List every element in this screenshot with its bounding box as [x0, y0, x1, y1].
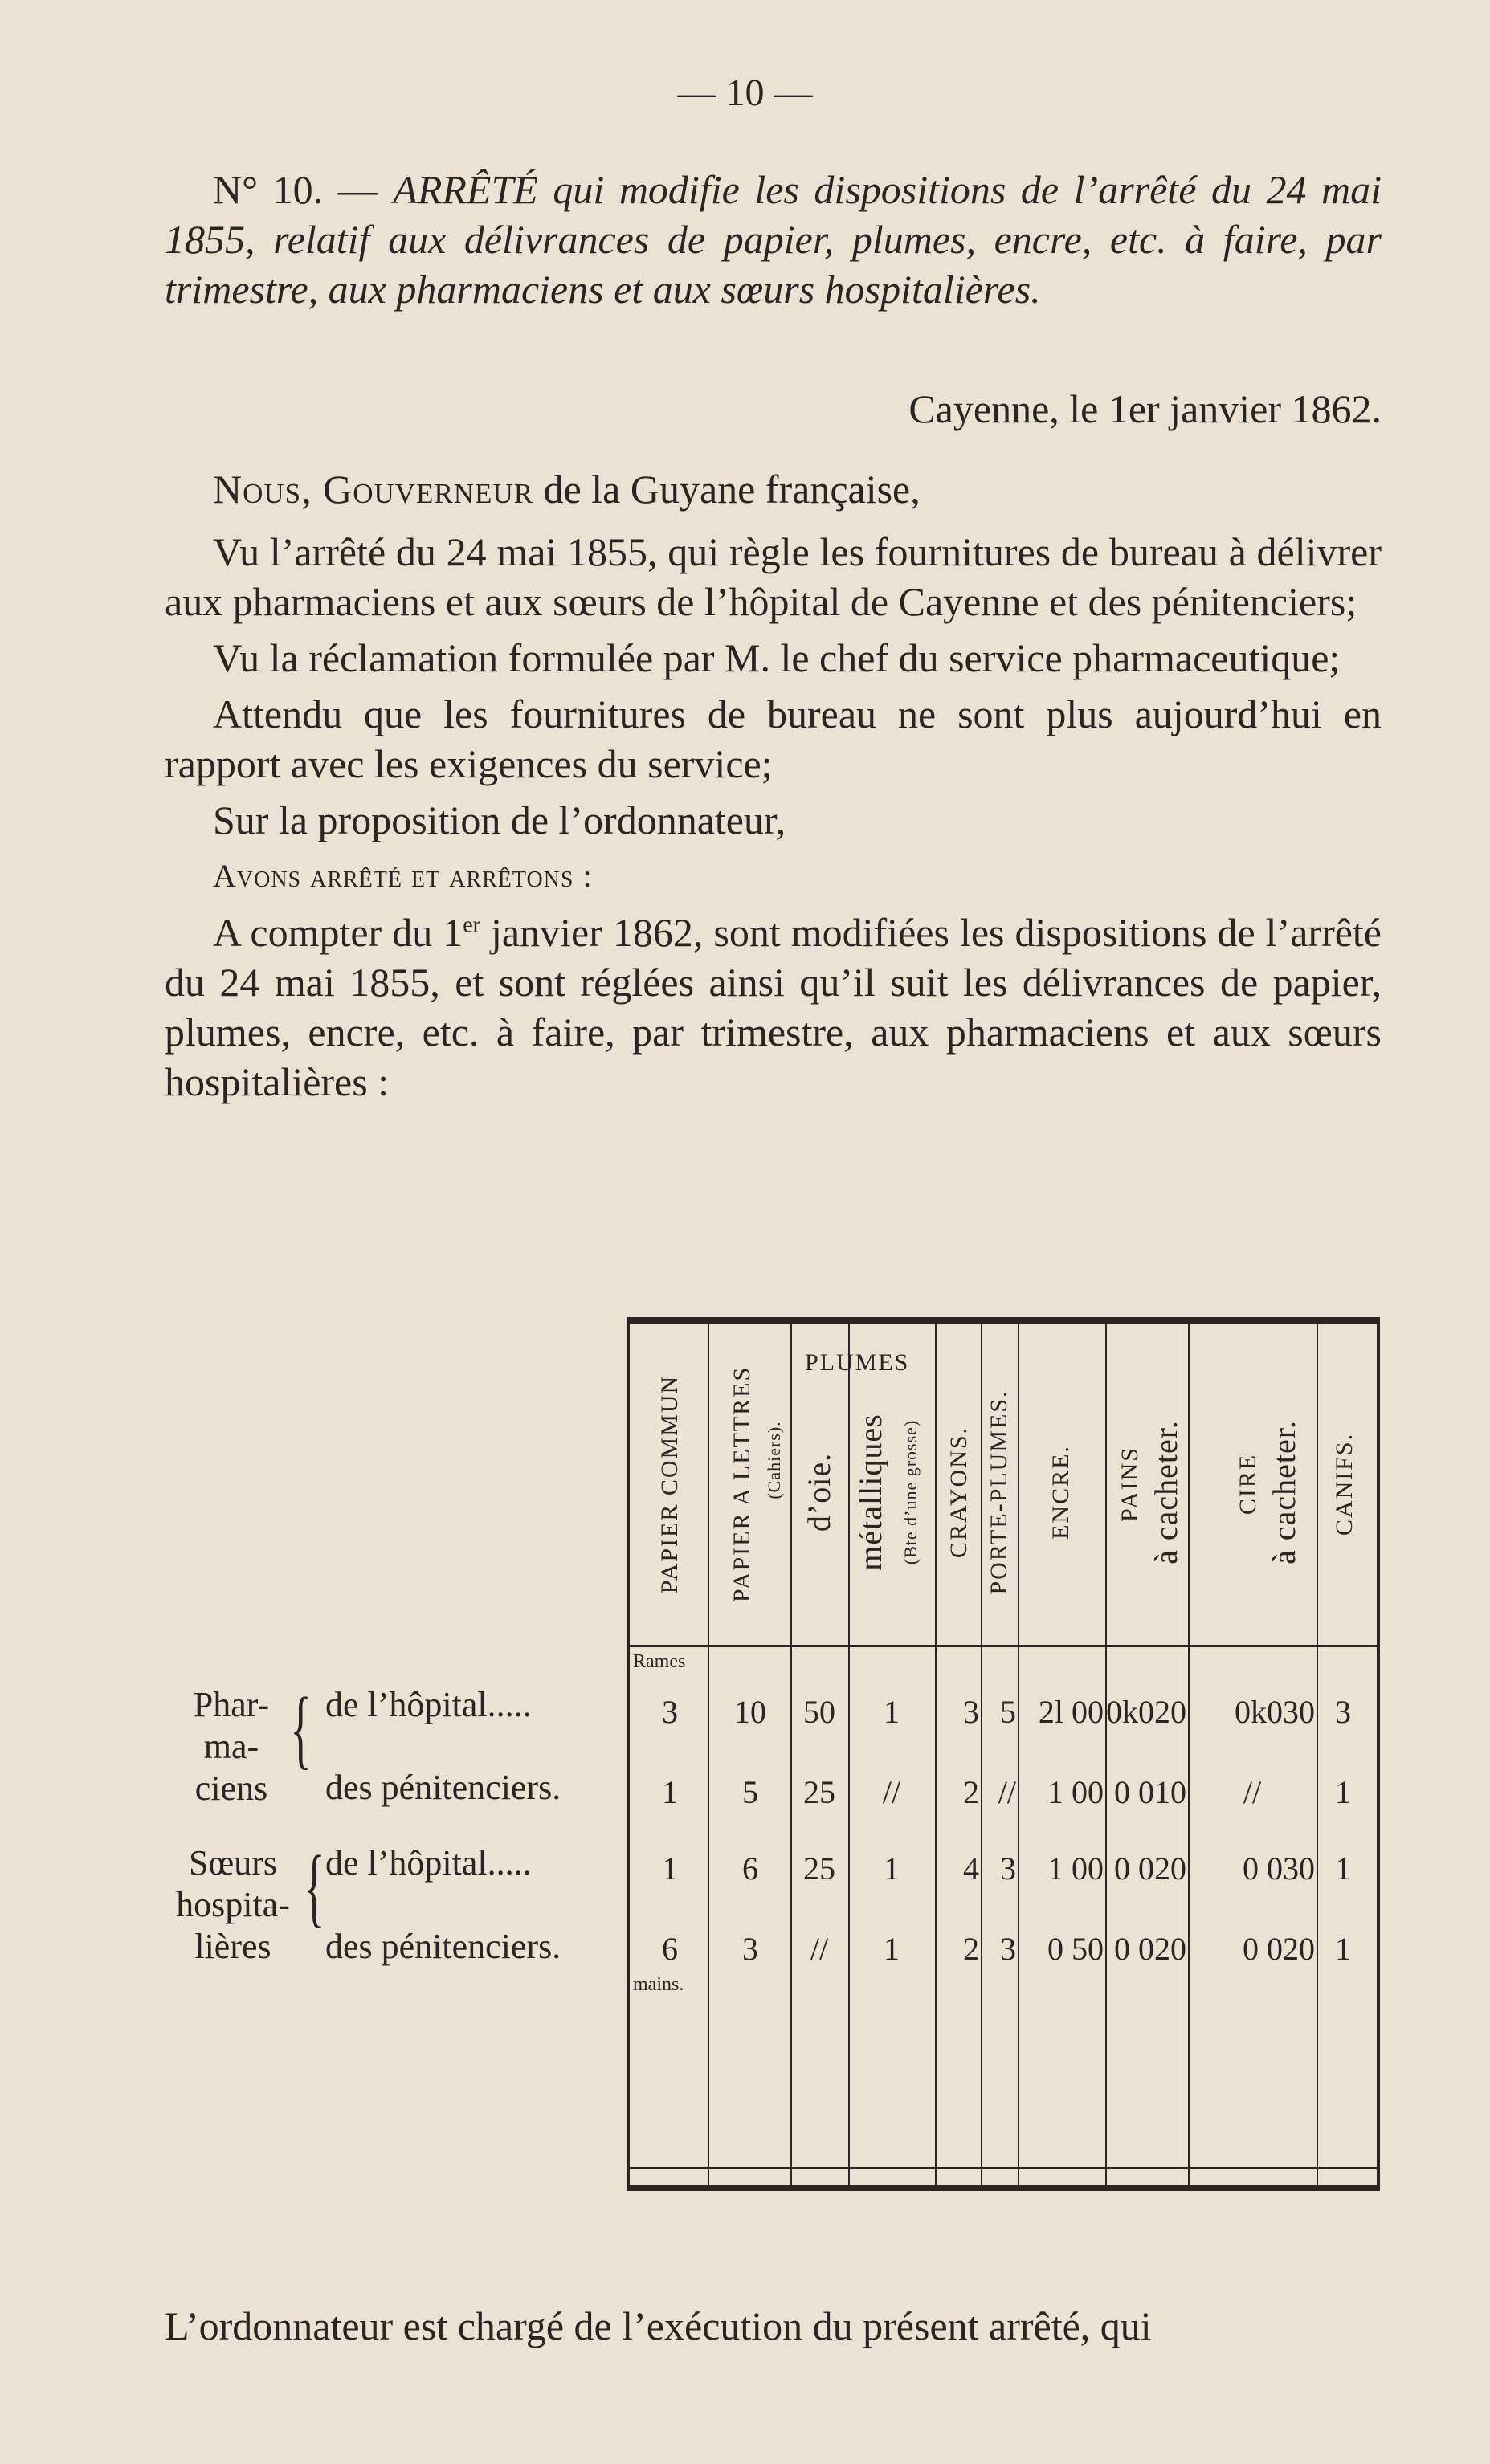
- cell-oie: //: [810, 1931, 829, 1967]
- header-porte-plumes: PORTE-PLUMES.: [986, 1389, 1012, 1595]
- cell-papier: 6: [662, 1931, 678, 1967]
- header-canifs: CANIFS.: [1331, 1432, 1357, 1536]
- heading-dash: —: [337, 167, 378, 212]
- header-plumes: PLUMES: [805, 1349, 910, 1376]
- header-crayons: CRAYONS.: [945, 1426, 972, 1559]
- header-papier-commun: PAPIER COMMUN: [656, 1374, 683, 1594]
- supplies-table: [627, 1317, 1380, 2191]
- cell-metal: 1: [884, 1694, 900, 1730]
- cell-papier: 1: [662, 1850, 678, 1887]
- brace-soeurs: {: [304, 1838, 325, 1936]
- cell-crayons: 2: [963, 1774, 979, 1810]
- paragraph-proposition: Sur la proposition de l’ordonnateur,: [213, 798, 786, 842]
- row-label: de l’hôpital.....: [325, 1843, 532, 1883]
- governor-rest: de la Guyane française,: [543, 467, 921, 512]
- compter-text-a: A compter du 1: [213, 910, 463, 955]
- page-number: — 10 —: [677, 71, 813, 114]
- cell-canifs: 1: [1335, 1774, 1351, 1810]
- cell-canifs: 1: [1335, 1931, 1351, 1967]
- cell-pains: 0 020: [1114, 1931, 1186, 1967]
- decree-number: N° 10.: [213, 167, 324, 212]
- unit-mains: mains.: [633, 1974, 684, 1995]
- cell-porte: 3: [1000, 1931, 1016, 1967]
- cell-pains: 0 020: [1114, 1850, 1186, 1887]
- compter-sup: er: [463, 912, 480, 938]
- group-label-line: ciens: [194, 1768, 268, 1808]
- cell-crayons: 3: [963, 1694, 979, 1730]
- closing-line: L’ordonnateur est chargé de l’exécution du présent arrêté, qui: [165, 2303, 1152, 2348]
- paragraph-avons-arrete: Avons arrêté et arrêtons :: [213, 858, 593, 894]
- cell-pains: 0k020: [1106, 1694, 1186, 1730]
- header-metalliques: métalliques: [852, 1414, 888, 1571]
- cell-papier: 1: [662, 1774, 678, 1810]
- header-pains-sub: à cacheter.: [1148, 1420, 1184, 1564]
- decree-heading: [165, 165, 1382, 314]
- group-label-line: lières: [194, 1927, 271, 1966]
- group-label-pharmaciens: [183, 1684, 280, 1809]
- decree-body: [165, 464, 1382, 1107]
- row-label: des pénitenciers.: [325, 1927, 561, 1966]
- group-label-line: hospita-: [176, 1885, 290, 1924]
- cell-lettres: 10: [734, 1694, 766, 1730]
- cell-encre: 1 00: [1047, 1774, 1104, 1810]
- governor-caps: Nous, Gouverneur: [213, 467, 534, 512]
- group-label-line: Sœurs: [188, 1843, 278, 1883]
- cell-canifs: 1: [1335, 1850, 1351, 1887]
- cell-metal: 1: [884, 1931, 900, 1967]
- cell-encre: 2l 00: [1038, 1694, 1104, 1730]
- cell-crayons: 2: [963, 1931, 979, 1967]
- cell-cire: 0 030: [1243, 1850, 1315, 1887]
- cell-crayons: 4: [963, 1850, 979, 1887]
- cell-papier: 3: [662, 1694, 678, 1730]
- header-cire-sub: à cacheter.: [1266, 1420, 1302, 1564]
- header-cahiers: (Cahiers).: [764, 1421, 784, 1499]
- cell-canifs: 3: [1335, 1694, 1351, 1730]
- place-date: Cayenne, le 1er janvier 1862.: [908, 386, 1382, 431]
- cell-oie: 50: [803, 1694, 835, 1730]
- row-label: des pénitenciers.: [325, 1768, 561, 1807]
- cell-lettres: 3: [742, 1931, 758, 1967]
- cell-encre: 0 50: [1047, 1931, 1104, 1967]
- brace-pharmaciens: {: [290, 1679, 312, 1777]
- cell-lettres: 6: [742, 1850, 758, 1887]
- paragraph-attendu: Attendu que les fournitures de bureau ne sont plus aujourd’hui en rapport avec les exigences du service;: [165, 691, 1382, 786]
- header-grosse: (Bte d’une grosse): [900, 1419, 921, 1565]
- cell-cire: 0k030: [1235, 1694, 1315, 1730]
- cell-cire: //: [1243, 1774, 1262, 1810]
- cell-cire: 0 020: [1243, 1931, 1315, 1967]
- cell-porte: 5: [1000, 1694, 1016, 1730]
- cell-oie: 25: [803, 1850, 835, 1887]
- paragraph-compter: [165, 908, 1382, 1107]
- compter-text-b: janvier 1862, sont modifiées les dispositions de l’arrêté du 24 mai 1855, et sont réglées ainsi qu’il suit les délivrances de papier, plumes, encre, etc. à faire, par trimestre, aux pharmaciens et aux sœurs hospitalières :: [165, 910, 1382, 1104]
- header-papier-lettres: PAPIER A LETTRES: [729, 1365, 755, 1603]
- cell-pains: 0 010: [1114, 1774, 1186, 1810]
- row-label: de l’hôpital.....: [325, 1685, 532, 1724]
- cell-encre: 1 00: [1047, 1850, 1104, 1887]
- decree-title: qui modifie les dispositions de l’arrêté du 24 mai 1855, relatif aux délivrances de papier, plumes, encre, etc. à faire, par trimestre, aux pharmaciens et aux sœurs hospitalières.: [165, 167, 1382, 312]
- cell-porte: //: [998, 1774, 1016, 1810]
- cell-metal: 1: [884, 1850, 900, 1887]
- cell-lettres: 5: [742, 1774, 758, 1810]
- unit-rames: Rames: [633, 1651, 686, 1672]
- paragraph-reclamation: Vu la réclamation formulée par M. le chef du service pharmaceutique;: [213, 635, 1341, 680]
- header-pains: PAINS: [1116, 1446, 1143, 1522]
- decree-title-caps: ARRÊTÉ: [393, 167, 538, 212]
- paragraph-vu-arrete: Vu l’arrêté du 24 mai 1855, qui règle les fournitures de bureau à délivrer aux pharmaciens et aux sœurs de l’hôpital de Cayenne et des pénitenciers;: [165, 529, 1382, 624]
- header-cire: CIRE: [1235, 1453, 1261, 1516]
- cell-porte: 3: [1000, 1850, 1016, 1887]
- group-label-line: ma-: [203, 1727, 259, 1766]
- cell-oie: 25: [803, 1774, 835, 1810]
- group-label-soeurs: [165, 1842, 301, 1968]
- group-label-line: Phar-: [193, 1685, 270, 1724]
- cell-metal: //: [882, 1774, 901, 1810]
- header-doie: d’oie.: [801, 1452, 837, 1532]
- header-encre: ENCRE.: [1047, 1445, 1074, 1540]
